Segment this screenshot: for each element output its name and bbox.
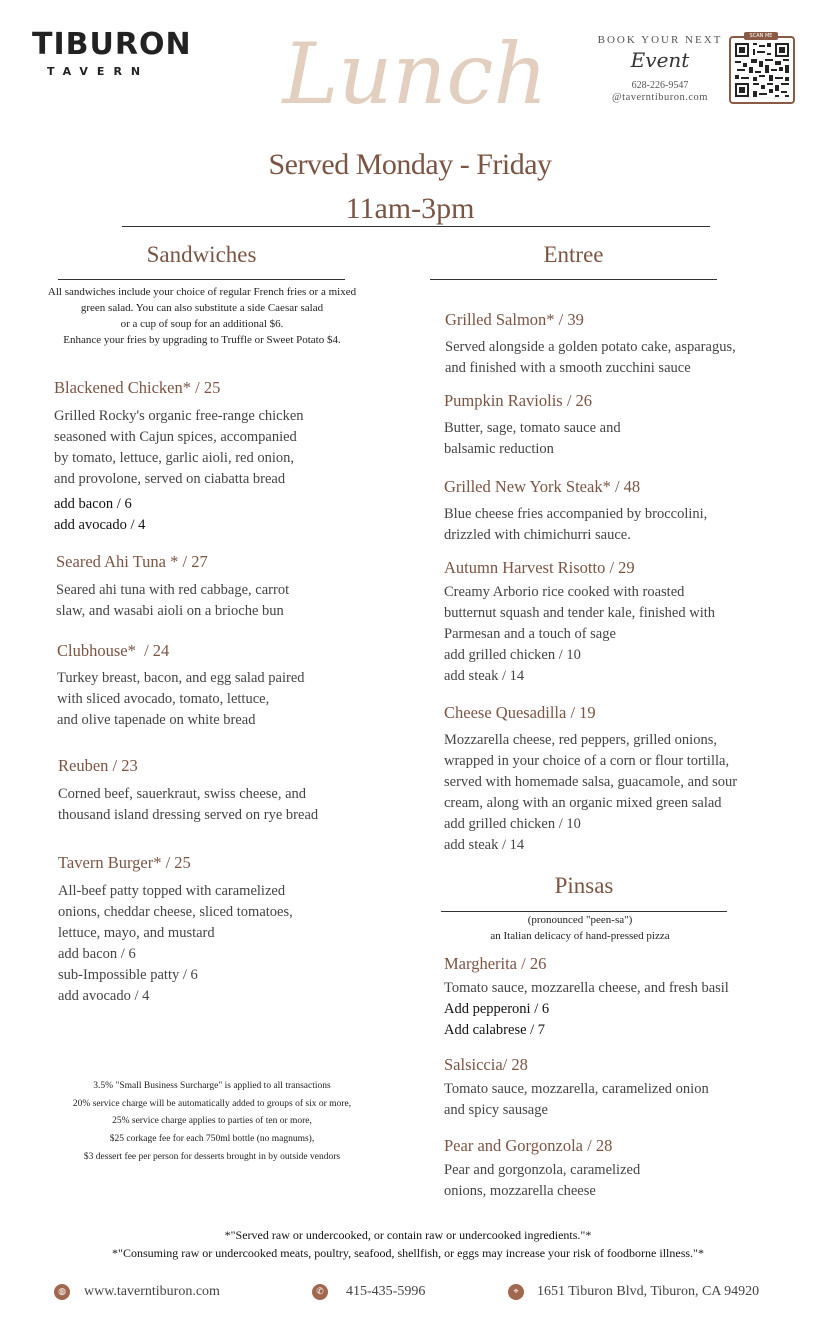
menu-item-description [57,668,397,731]
note-line: or a cup of soup for an additional $6. [120,318,284,330]
menu-item-title: Pumpkin Raviolis / 26 [444,391,593,410]
desc-line: Served alongside a golden potato cake, asparagus, [445,339,736,355]
menu-item-title: Tavern Burger* / 25 [58,853,191,872]
desc-line: Tomato sauce, mozzarella, caramelized onion [444,1081,709,1097]
menu-item-title: Grilled Salmon* / 39 [445,310,584,329]
menu-item-cheese-quesadilla [444,703,794,856]
menu-item-addons [54,494,394,536]
menu-item-blackened-chicken [54,378,394,536]
desc-line: drizzled with chimichurri sauce. [444,527,631,543]
fine-print [20,1078,404,1167]
desc-line: seasoned with Cajun spices, accompanied [54,429,297,445]
desc-line: wrapped in your choice of a corn or flour tortilla, [444,753,730,769]
menu-item-description [444,1079,794,1121]
fine-print-line: 25% service charge applies to parties of ten or more, [112,1116,312,1127]
desc-line: and finished with a smooth zucchini sauce [445,360,691,376]
desc-line: Butter, sage, tomato sauce and [444,420,621,436]
menu-item-title: Margherita / 26 [444,954,547,973]
fine-print-line: 3.5% "Small Business Surcharge" is applied to all transactions [93,1081,331,1091]
menu-item-description [58,881,398,1007]
header-divider [122,226,710,227]
menu-item-title: Grilled New York Steak* / 48 [444,477,641,496]
menu-item-new-york-steak [444,477,794,546]
menu-item-salsiccia [444,1055,794,1121]
menu-item-description [56,580,396,622]
desc-line: slaw, and wasabi aioli on a brioche bun [56,603,284,619]
addon-line: add bacon / 6 [54,496,132,512]
desc-line: add grilled chicken / 10 [444,647,581,663]
menu-item-description [58,784,398,826]
page-script-title: Lunch [282,25,548,123]
desc-line: Turkey breast, bacon, and egg salad paired [57,670,305,686]
menu-item-tavern-burger [58,853,398,1007]
menu-item-title: Seared Ahi Tuna * / 27 [56,552,208,571]
qr-icon [733,41,791,99]
menu-item-description [444,1160,794,1202]
desc-line: add avocado / 4 [58,988,150,1004]
event-handle: @taverntiburon.com [612,92,708,103]
menu-item-description [444,978,794,999]
footer-address: 1651 Tiburon Blvd, Tiburon, CA 94920 [537,1284,760,1299]
sandwiches-divider [58,279,345,280]
footer-website[interactable]: www.taverntiburon.com [84,1284,220,1299]
desc-line: add bacon / 6 [58,946,136,962]
sandwiches-note [20,284,384,348]
menu-item-description [445,337,795,379]
desc-line: Creamy Arborio rice cooked with roasted [444,584,685,600]
footer-phone[interactable]: 415-435-5996 [346,1284,426,1299]
menu-item-seared-ahi-tuna [56,552,396,622]
note-line: an Italian delicacy of hand-pressed pizza [490,930,670,942]
desc-line: add steak / 14 [444,837,525,853]
note-line: Enhance your fries by upgrading to Truffle or Sweet Potato $4. [63,334,341,346]
addon-line: add avocado / 4 [54,517,146,533]
desc-line: Mozzarella cheese, red peppers, grilled onions, [444,732,717,748]
desc-line: Pear and gorgonzola, caramelized [444,1162,641,1178]
section-heading-entree: Entree [543,242,604,267]
menu-item-title: Autumn Harvest Risotto / 29 [444,558,635,577]
globe-icon: ◍ [54,1284,70,1300]
menu-item-title: Clubhouse* / 24 [57,641,170,660]
addon-line: Add pepperoni / 6 [444,1001,550,1017]
phone-icon: ✆ [312,1284,328,1300]
menu-item-description [54,406,394,490]
menu-item-reuben [58,756,398,826]
menu-item-description [444,418,794,460]
desc-line: onions, mozzarella cheese [444,1183,596,1199]
disclaimer-line: *"Served raw or undercooked, or contain raw or undercooked ingredients."* [224,1228,592,1242]
desc-line: and provolone, served on ciabatta bread [54,471,286,487]
desc-line: thousand island dressing served on rye bread [58,807,319,823]
menu-item-title: Reuben / 23 [58,756,138,775]
menu-item-grilled-salmon [445,310,795,379]
section-heading-sandwiches: Sandwiches [146,242,257,267]
menu-item-description [444,582,794,687]
menu-item-description [444,730,794,856]
disclaimer-line: *"Consuming raw or undercooked meats, poultry, seafood, shellfish, or eggs may increase your risk of foodborne illness."* [112,1246,704,1260]
desc-line: sub-Impossible patty / 6 [58,967,198,983]
qr-code[interactable] [729,36,795,104]
desc-line: Blue cheese fries accompanied by broccolini, [444,506,708,522]
menu-item-title: Salsiccia/ 28 [444,1055,528,1074]
menu-item-pear-gorgonzola [444,1136,794,1202]
desc-line: Seared ahi tuna with red cabbage, carrot [56,582,290,598]
desc-line: served with homemade salsa, guacamole, and sour [444,774,738,790]
desc-line: Tomato sauce, mozzarella cheese, and fresh basil [444,980,729,996]
desc-line: Grilled Rocky's organic free-range chicken [54,408,304,424]
menu-item-title: Blackened Chicken* / 25 [54,378,221,397]
desc-line: add steak / 14 [444,668,525,684]
note-line: All sandwiches include your choice of regular French fries or a mixed [47,286,357,298]
desc-line: Corned beef, sauerkraut, swiss cheese, and [58,786,307,802]
desc-line: cream, along with an organic mixed green salad [444,795,722,811]
menu-item-description [444,504,794,546]
menu-item-margherita [444,954,794,1041]
desc-line: and olive tapenade on white bread [57,712,256,728]
brand-logo-sub: TAVERN [47,65,150,78]
menu-item-addons [444,999,794,1041]
menu-item-title: Pear and Gorgonzola / 28 [444,1136,613,1155]
desc-line: by tomato, lettuce, garlic aioli, red onion, [54,450,294,466]
desc-line: add grilled chicken / 10 [444,816,581,832]
event-phone: 628-226-9547 [631,80,689,91]
note-line: (pronounced "peen-sa") [527,914,633,926]
note-line: green salad. You can also substitute a side Caesar salad [80,302,324,314]
fine-print-line: $3 dessert fee per person for desserts brought in by outside vendors [83,1151,341,1162]
menu-item-pumpkin-raviolis [444,391,794,460]
addon-line: Add calabrese / 7 [444,1022,546,1038]
book-event-line: BOOK YOUR NEXT [597,34,723,46]
pinsas-note [430,912,730,944]
fine-print-line: 20% service charge will be automatically added to groups of six or more, [72,1098,352,1109]
section-heading-pinsas: Pinsas [554,873,614,898]
served-hours: 11am-3pm [345,192,475,225]
desc-line: onions, cheddar cheese, sliced tomatoes, [58,904,293,920]
brand-logo: TIBURON [32,27,192,62]
entree-divider [430,279,717,280]
served-days: Served Monday - Friday [268,148,552,181]
raw-food-disclaimer [20,1226,796,1262]
desc-line: Parmesan and a touch of sage [444,626,616,642]
desc-line: with sliced avocado, tomato, lettuce, [57,691,270,707]
menu-item-title: Cheese Quesadilla / 19 [444,703,596,722]
book-event-word: Event [630,48,690,72]
desc-line: balsamic reduction [444,441,554,457]
desc-line: All-beef patty topped with caramelized [58,883,286,899]
desc-line: and spicy sausage [444,1102,548,1118]
location-pin-icon: ⌖ [508,1284,524,1300]
menu-item-clubhouse [57,641,397,731]
qr-label: SCAN ME [744,32,778,40]
fine-print-line: $25 corkage fee for each 750ml bottle (no magnums), [109,1134,315,1145]
menu-item-autumn-risotto [444,558,794,687]
desc-line: lettuce, mayo, and mustard [58,925,215,941]
desc-line: butternut squash and tender kale, finished with [444,605,716,621]
